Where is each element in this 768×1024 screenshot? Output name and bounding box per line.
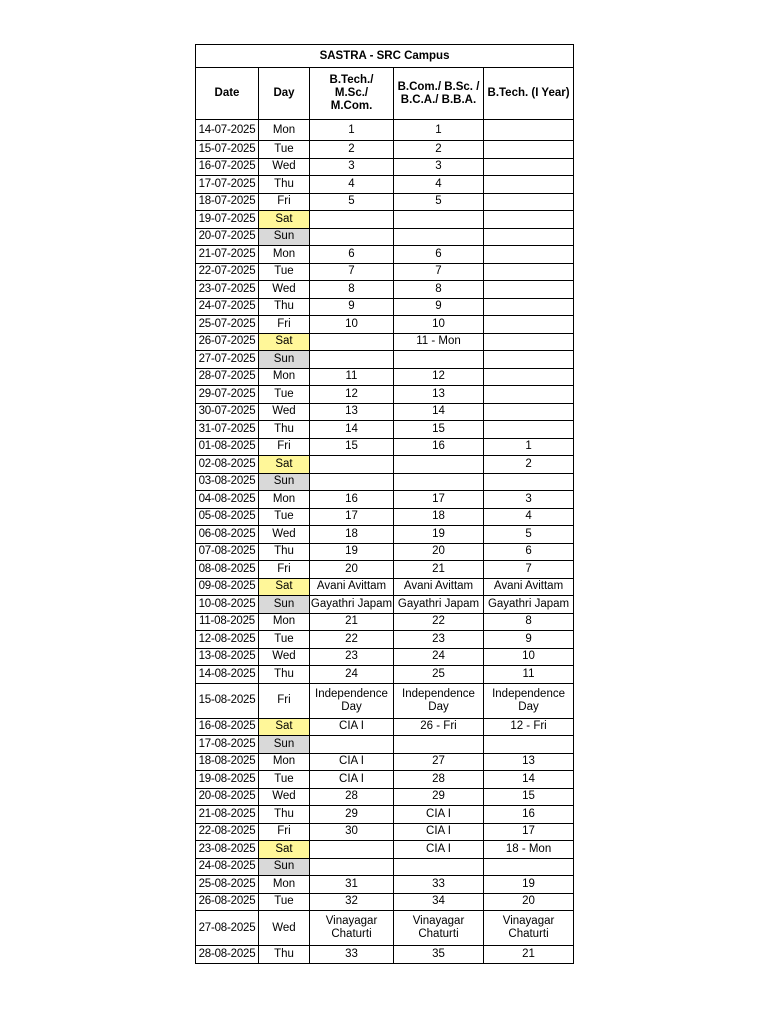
date-cell: 08-08-2025 bbox=[196, 561, 259, 579]
date-cell: 06-08-2025 bbox=[196, 526, 259, 544]
table-row bbox=[196, 333, 574, 351]
date-cell: 16-07-2025 bbox=[196, 158, 259, 176]
table-row bbox=[196, 246, 574, 264]
day-cell: Sun bbox=[259, 351, 310, 369]
date-cell: 21-08-2025 bbox=[196, 806, 259, 824]
date-cell: 05-08-2025 bbox=[196, 508, 259, 526]
date-cell: 28-07-2025 bbox=[196, 368, 259, 386]
btech-first-year-cell bbox=[484, 736, 574, 754]
bcom-bsc-bca-bba-cell: Avani Avittam bbox=[394, 578, 484, 596]
header-row bbox=[196, 68, 574, 120]
btech-msc-mcom-cell bbox=[310, 333, 394, 351]
date-cell: 31-07-2025 bbox=[196, 421, 259, 439]
table-row bbox=[196, 298, 574, 316]
btech-first-year-cell bbox=[484, 193, 574, 211]
date-cell: 25-07-2025 bbox=[196, 316, 259, 334]
day-cell: Sat bbox=[259, 718, 310, 736]
btech-msc-mcom-cell: CIA I bbox=[310, 718, 394, 736]
header-date: Date bbox=[196, 68, 259, 120]
day-cell: Sat bbox=[259, 211, 310, 229]
btech-msc-mcom-cell bbox=[310, 473, 394, 491]
btech-first-year-cell: 12 - Fri bbox=[484, 718, 574, 736]
btech-msc-mcom-cell: 32 bbox=[310, 893, 394, 911]
table-title: SASTRA - SRC Campus bbox=[196, 45, 574, 68]
bcom-bsc-bca-bba-cell: 19 bbox=[394, 526, 484, 544]
table-row bbox=[196, 491, 574, 509]
day-cell: Fri bbox=[259, 683, 310, 718]
btech-msc-mcom-cell bbox=[310, 211, 394, 229]
table-row bbox=[196, 456, 574, 474]
bcom-bsc-bca-bba-cell: 29 bbox=[394, 788, 484, 806]
table-row bbox=[196, 211, 574, 229]
bcom-bsc-bca-bba-cell: 2 bbox=[394, 141, 484, 159]
date-cell: 22-08-2025 bbox=[196, 823, 259, 841]
day-cell: Tue bbox=[259, 508, 310, 526]
date-cell: 11-08-2025 bbox=[196, 613, 259, 631]
date-cell: 20-07-2025 bbox=[196, 228, 259, 246]
bcom-bsc-bca-bba-cell: 20 bbox=[394, 543, 484, 561]
date-cell: 21-07-2025 bbox=[196, 246, 259, 264]
date-cell: 16-08-2025 bbox=[196, 718, 259, 736]
bcom-bsc-bca-bba-cell: 14 bbox=[394, 403, 484, 421]
date-cell: 18-08-2025 bbox=[196, 753, 259, 771]
btech-first-year-cell: 20 bbox=[484, 893, 574, 911]
bcom-bsc-bca-bba-cell: 28 bbox=[394, 771, 484, 789]
day-cell: Thu bbox=[259, 176, 310, 194]
date-cell: 22-07-2025 bbox=[196, 263, 259, 281]
bcom-bsc-bca-bba-cell: 17 bbox=[394, 491, 484, 509]
btech-first-year-cell bbox=[484, 386, 574, 404]
btech-first-year-cell: 11 bbox=[484, 666, 574, 684]
day-cell: Thu bbox=[259, 543, 310, 561]
date-cell: 09-08-2025 bbox=[196, 578, 259, 596]
header-btech-first-year: B.Tech. (I Year) bbox=[484, 68, 574, 120]
bcom-bsc-bca-bba-cell: 33 bbox=[394, 876, 484, 894]
day-cell: Thu bbox=[259, 946, 310, 964]
day-cell: Thu bbox=[259, 806, 310, 824]
day-cell: Mon bbox=[259, 753, 310, 771]
btech-msc-mcom-cell bbox=[310, 456, 394, 474]
table-row bbox=[196, 561, 574, 579]
day-cell: Mon bbox=[259, 876, 310, 894]
date-cell: 19-08-2025 bbox=[196, 771, 259, 789]
day-cell: Wed bbox=[259, 526, 310, 544]
btech-first-year-cell: 2 bbox=[484, 456, 574, 474]
day-cell: Sun bbox=[259, 736, 310, 754]
btech-first-year-cell: 18 - Mon bbox=[484, 841, 574, 859]
date-cell: 27-08-2025 bbox=[196, 911, 259, 946]
table-row bbox=[196, 351, 574, 369]
btech-msc-mcom-cell: 33 bbox=[310, 946, 394, 964]
btech-msc-mcom-cell: 2 bbox=[310, 141, 394, 159]
table-row bbox=[196, 176, 574, 194]
table-row bbox=[196, 596, 574, 614]
bcom-bsc-bca-bba-cell: 23 bbox=[394, 631, 484, 649]
date-cell: 27-07-2025 bbox=[196, 351, 259, 369]
bcom-bsc-bca-bba-cell: 11 - Mon bbox=[394, 333, 484, 351]
btech-msc-mcom-cell bbox=[310, 736, 394, 754]
date-cell: 30-07-2025 bbox=[196, 403, 259, 421]
day-cell: Tue bbox=[259, 631, 310, 649]
btech-first-year-cell bbox=[484, 333, 574, 351]
table-row bbox=[196, 841, 574, 859]
btech-msc-mcom-cell: CIA I bbox=[310, 771, 394, 789]
calendar-table bbox=[195, 44, 574, 964]
table-row bbox=[196, 120, 574, 141]
btech-msc-mcom-cell: 4 bbox=[310, 176, 394, 194]
day-cell: Fri bbox=[259, 193, 310, 211]
btech-first-year-cell bbox=[484, 246, 574, 264]
table-body bbox=[196, 120, 574, 964]
table-row bbox=[196, 473, 574, 491]
btech-first-year-cell bbox=[484, 421, 574, 439]
btech-msc-mcom-cell: 31 bbox=[310, 876, 394, 894]
btech-first-year-cell: Avani Avittam bbox=[484, 578, 574, 596]
table-row bbox=[196, 403, 574, 421]
date-cell: 07-08-2025 bbox=[196, 543, 259, 561]
header-btech-msc-mcom: B.Tech./ M.Sc./ M.Com. bbox=[310, 68, 394, 120]
btech-msc-mcom-cell: 28 bbox=[310, 788, 394, 806]
date-cell: 25-08-2025 bbox=[196, 876, 259, 894]
date-cell: 15-08-2025 bbox=[196, 683, 259, 718]
table-row bbox=[196, 631, 574, 649]
date-cell: 03-08-2025 bbox=[196, 473, 259, 491]
btech-first-year-cell: 5 bbox=[484, 526, 574, 544]
btech-first-year-cell bbox=[484, 351, 574, 369]
table-row bbox=[196, 911, 574, 946]
btech-msc-mcom-cell: 29 bbox=[310, 806, 394, 824]
btech-msc-mcom-cell: 10 bbox=[310, 316, 394, 334]
day-cell: Mon bbox=[259, 368, 310, 386]
day-cell: Fri bbox=[259, 316, 310, 334]
date-cell: 18-07-2025 bbox=[196, 193, 259, 211]
table-row bbox=[196, 193, 574, 211]
btech-first-year-cell: Vinayagar Chaturti bbox=[484, 911, 574, 946]
btech-first-year-cell: 3 bbox=[484, 491, 574, 509]
date-cell: 17-07-2025 bbox=[196, 176, 259, 194]
btech-msc-mcom-cell: 12 bbox=[310, 386, 394, 404]
btech-first-year-cell bbox=[484, 211, 574, 229]
btech-first-year-cell bbox=[484, 316, 574, 334]
table-row bbox=[196, 771, 574, 789]
day-cell: Wed bbox=[259, 911, 310, 946]
header-bcom-bsc-bca-bba: B.Com./ B.Sc. / B.C.A./ B.B.A. bbox=[394, 68, 484, 120]
day-cell: Sun bbox=[259, 596, 310, 614]
btech-msc-mcom-cell: 18 bbox=[310, 526, 394, 544]
bcom-bsc-bca-bba-cell bbox=[394, 228, 484, 246]
date-cell: 26-08-2025 bbox=[196, 893, 259, 911]
bcom-bsc-bca-bba-cell bbox=[394, 211, 484, 229]
bcom-bsc-bca-bba-cell: CIA I bbox=[394, 806, 484, 824]
btech-msc-mcom-cell: 14 bbox=[310, 421, 394, 439]
table-row bbox=[196, 508, 574, 526]
btech-msc-mcom-cell: 7 bbox=[310, 263, 394, 281]
bcom-bsc-bca-bba-cell: 26 - Fri bbox=[394, 718, 484, 736]
bcom-bsc-bca-bba-cell: CIA I bbox=[394, 823, 484, 841]
date-cell: 24-08-2025 bbox=[196, 858, 259, 876]
header-day: Day bbox=[259, 68, 310, 120]
btech-first-year-cell bbox=[484, 368, 574, 386]
btech-first-year-cell bbox=[484, 120, 574, 141]
btech-msc-mcom-cell bbox=[310, 841, 394, 859]
table-row bbox=[196, 263, 574, 281]
bcom-bsc-bca-bba-cell: 22 bbox=[394, 613, 484, 631]
bcom-bsc-bca-bba-cell: Vinayagar Chaturti bbox=[394, 911, 484, 946]
btech-msc-mcom-cell: CIA I bbox=[310, 753, 394, 771]
table-row bbox=[196, 753, 574, 771]
btech-msc-mcom-cell: 16 bbox=[310, 491, 394, 509]
date-cell: 04-08-2025 bbox=[196, 491, 259, 509]
btech-msc-mcom-cell: 23 bbox=[310, 648, 394, 666]
btech-msc-mcom-cell: 13 bbox=[310, 403, 394, 421]
btech-msc-mcom-cell bbox=[310, 228, 394, 246]
btech-first-year-cell: 13 bbox=[484, 753, 574, 771]
date-cell: 19-07-2025 bbox=[196, 211, 259, 229]
btech-first-year-cell: 19 bbox=[484, 876, 574, 894]
table-row bbox=[196, 421, 574, 439]
table-row bbox=[196, 683, 574, 718]
btech-first-year-cell bbox=[484, 473, 574, 491]
btech-first-year-cell: 6 bbox=[484, 543, 574, 561]
date-cell: 28-08-2025 bbox=[196, 946, 259, 964]
table-row bbox=[196, 823, 574, 841]
day-cell: Mon bbox=[259, 246, 310, 264]
btech-first-year-cell bbox=[484, 403, 574, 421]
bcom-bsc-bca-bba-cell: 24 bbox=[394, 648, 484, 666]
btech-msc-mcom-cell: 11 bbox=[310, 368, 394, 386]
bcom-bsc-bca-bba-cell: Independence Day bbox=[394, 683, 484, 718]
btech-msc-mcom-cell: 22 bbox=[310, 631, 394, 649]
date-cell: 26-07-2025 bbox=[196, 333, 259, 351]
date-cell: 01-08-2025 bbox=[196, 438, 259, 456]
bcom-bsc-bca-bba-cell: 8 bbox=[394, 281, 484, 299]
btech-msc-mcom-cell: Gayathri Japam bbox=[310, 596, 394, 614]
date-cell: 24-07-2025 bbox=[196, 298, 259, 316]
date-cell: 23-08-2025 bbox=[196, 841, 259, 859]
btech-first-year-cell: 16 bbox=[484, 806, 574, 824]
bcom-bsc-bca-bba-cell: 15 bbox=[394, 421, 484, 439]
table-row bbox=[196, 876, 574, 894]
table-row bbox=[196, 141, 574, 159]
day-cell: Wed bbox=[259, 158, 310, 176]
day-cell: Sat bbox=[259, 333, 310, 351]
bcom-bsc-bca-bba-cell: 16 bbox=[394, 438, 484, 456]
day-cell: Tue bbox=[259, 771, 310, 789]
table-row bbox=[196, 946, 574, 964]
btech-first-year-cell: 4 bbox=[484, 508, 574, 526]
table-row bbox=[196, 281, 574, 299]
btech-first-year-cell: Gayathri Japam bbox=[484, 596, 574, 614]
day-cell: Sun bbox=[259, 228, 310, 246]
date-cell: 12-08-2025 bbox=[196, 631, 259, 649]
btech-first-year-cell bbox=[484, 858, 574, 876]
date-cell: 13-08-2025 bbox=[196, 648, 259, 666]
btech-msc-mcom-cell: 5 bbox=[310, 193, 394, 211]
table-row bbox=[196, 788, 574, 806]
date-cell: 10-08-2025 bbox=[196, 596, 259, 614]
table-row bbox=[196, 438, 574, 456]
btech-msc-mcom-cell: Avani Avittam bbox=[310, 578, 394, 596]
bcom-bsc-bca-bba-cell: Gayathri Japam bbox=[394, 596, 484, 614]
date-cell: 20-08-2025 bbox=[196, 788, 259, 806]
bcom-bsc-bca-bba-cell: 5 bbox=[394, 193, 484, 211]
day-cell: Thu bbox=[259, 298, 310, 316]
bcom-bsc-bca-bba-cell: 35 bbox=[394, 946, 484, 964]
bcom-bsc-bca-bba-cell: 9 bbox=[394, 298, 484, 316]
bcom-bsc-bca-bba-cell: 1 bbox=[394, 120, 484, 141]
btech-first-year-cell: 15 bbox=[484, 788, 574, 806]
bcom-bsc-bca-bba-cell: 34 bbox=[394, 893, 484, 911]
btech-first-year-cell bbox=[484, 263, 574, 281]
day-cell: Wed bbox=[259, 281, 310, 299]
table-row bbox=[196, 578, 574, 596]
btech-first-year-cell: 17 bbox=[484, 823, 574, 841]
date-cell: 02-08-2025 bbox=[196, 456, 259, 474]
table-row bbox=[196, 526, 574, 544]
day-cell: Thu bbox=[259, 666, 310, 684]
btech-first-year-cell bbox=[484, 298, 574, 316]
btech-msc-mcom-cell: 1 bbox=[310, 120, 394, 141]
day-cell: Mon bbox=[259, 613, 310, 631]
bcom-bsc-bca-bba-cell: 6 bbox=[394, 246, 484, 264]
bcom-bsc-bca-bba-cell bbox=[394, 456, 484, 474]
bcom-bsc-bca-bba-cell: 21 bbox=[394, 561, 484, 579]
bcom-bsc-bca-bba-cell bbox=[394, 473, 484, 491]
table-row bbox=[196, 158, 574, 176]
date-cell: 23-07-2025 bbox=[196, 281, 259, 299]
btech-first-year-cell: 10 bbox=[484, 648, 574, 666]
table-row bbox=[196, 228, 574, 246]
btech-msc-mcom-cell: 30 bbox=[310, 823, 394, 841]
day-cell: Fri bbox=[259, 561, 310, 579]
day-cell: Sun bbox=[259, 858, 310, 876]
date-cell: 14-08-2025 bbox=[196, 666, 259, 684]
day-cell: Mon bbox=[259, 491, 310, 509]
table-row bbox=[196, 718, 574, 736]
bcom-bsc-bca-bba-cell bbox=[394, 351, 484, 369]
btech-msc-mcom-cell: Independence Day bbox=[310, 683, 394, 718]
table-row bbox=[196, 893, 574, 911]
day-cell: Tue bbox=[259, 386, 310, 404]
day-cell: Thu bbox=[259, 421, 310, 439]
btech-first-year-cell bbox=[484, 228, 574, 246]
bcom-bsc-bca-bba-cell: 12 bbox=[394, 368, 484, 386]
day-cell: Sat bbox=[259, 456, 310, 474]
btech-first-year-cell bbox=[484, 281, 574, 299]
btech-msc-mcom-cell: 20 bbox=[310, 561, 394, 579]
day-cell: Wed bbox=[259, 788, 310, 806]
btech-first-year-cell: 1 bbox=[484, 438, 574, 456]
btech-first-year-cell: 14 bbox=[484, 771, 574, 789]
btech-msc-mcom-cell: 19 bbox=[310, 543, 394, 561]
day-cell: Fri bbox=[259, 823, 310, 841]
day-cell: Sat bbox=[259, 841, 310, 859]
bcom-bsc-bca-bba-cell: 4 bbox=[394, 176, 484, 194]
btech-first-year-cell bbox=[484, 141, 574, 159]
date-cell: 29-07-2025 bbox=[196, 386, 259, 404]
bcom-bsc-bca-bba-cell: 25 bbox=[394, 666, 484, 684]
table-row bbox=[196, 316, 574, 334]
day-cell: Fri bbox=[259, 438, 310, 456]
btech-msc-mcom-cell: 8 bbox=[310, 281, 394, 299]
bcom-bsc-bca-bba-cell bbox=[394, 736, 484, 754]
btech-msc-mcom-cell: Vinayagar Chaturti bbox=[310, 911, 394, 946]
bcom-bsc-bca-bba-cell bbox=[394, 858, 484, 876]
table-row bbox=[196, 543, 574, 561]
btech-first-year-cell: Independence Day bbox=[484, 683, 574, 718]
date-cell: 14-07-2025 bbox=[196, 120, 259, 141]
day-cell: Sat bbox=[259, 578, 310, 596]
btech-msc-mcom-cell: 15 bbox=[310, 438, 394, 456]
btech-first-year-cell bbox=[484, 176, 574, 194]
day-cell: Tue bbox=[259, 141, 310, 159]
date-cell: 15-07-2025 bbox=[196, 141, 259, 159]
day-cell: Wed bbox=[259, 403, 310, 421]
day-cell: Sun bbox=[259, 473, 310, 491]
btech-first-year-cell: 9 bbox=[484, 631, 574, 649]
btech-first-year-cell: 21 bbox=[484, 946, 574, 964]
bcom-bsc-bca-bba-cell: 3 bbox=[394, 158, 484, 176]
bcom-bsc-bca-bba-cell: CIA I bbox=[394, 841, 484, 859]
btech-first-year-cell bbox=[484, 158, 574, 176]
btech-msc-mcom-cell: 24 bbox=[310, 666, 394, 684]
date-cell: 17-08-2025 bbox=[196, 736, 259, 754]
btech-msc-mcom-cell: 6 bbox=[310, 246, 394, 264]
table-row bbox=[196, 386, 574, 404]
bcom-bsc-bca-bba-cell: 7 bbox=[394, 263, 484, 281]
table-row bbox=[196, 648, 574, 666]
btech-first-year-cell: 7 bbox=[484, 561, 574, 579]
bcom-bsc-bca-bba-cell: 27 bbox=[394, 753, 484, 771]
table-row bbox=[196, 858, 574, 876]
day-cell: Wed bbox=[259, 648, 310, 666]
bcom-bsc-bca-bba-cell: 10 bbox=[394, 316, 484, 334]
bcom-bsc-bca-bba-cell: 13 bbox=[394, 386, 484, 404]
btech-msc-mcom-cell: 17 bbox=[310, 508, 394, 526]
btech-msc-mcom-cell bbox=[310, 351, 394, 369]
btech-msc-mcom-cell: 21 bbox=[310, 613, 394, 631]
table-row bbox=[196, 368, 574, 386]
btech-msc-mcom-cell bbox=[310, 858, 394, 876]
table-row bbox=[196, 613, 574, 631]
day-cell: Tue bbox=[259, 893, 310, 911]
table-row bbox=[196, 806, 574, 824]
day-cell: Tue bbox=[259, 263, 310, 281]
bcom-bsc-bca-bba-cell: 18 bbox=[394, 508, 484, 526]
day-cell: Mon bbox=[259, 120, 310, 141]
btech-msc-mcom-cell: 3 bbox=[310, 158, 394, 176]
table-row bbox=[196, 666, 574, 684]
btech-first-year-cell: 8 bbox=[484, 613, 574, 631]
table-row bbox=[196, 736, 574, 754]
btech-msc-mcom-cell: 9 bbox=[310, 298, 394, 316]
